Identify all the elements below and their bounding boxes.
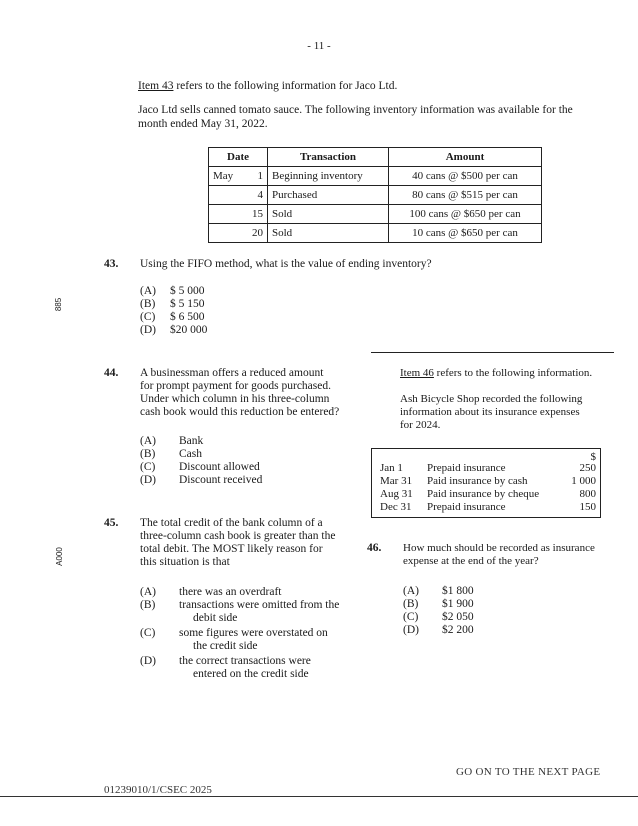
- option-letter: (D): [140, 655, 156, 667]
- row-date: Dec 31: [380, 501, 412, 513]
- row-date: Aug 31: [380, 488, 413, 500]
- row-description: Paid insurance by cash: [427, 475, 528, 487]
- q45-option-c-continued: the credit side: [193, 640, 258, 652]
- option-text: $1 800: [442, 585, 474, 597]
- item-46-intro-line-1: Ash Bicycle Shop recorded the following: [400, 393, 583, 405]
- row-day: 1: [242, 167, 267, 186]
- question-43-number: 43.: [104, 258, 119, 270]
- q45-option-a[interactable]: [140, 586, 282, 599]
- table-row: [209, 224, 542, 243]
- option-letter: (B): [140, 599, 156, 611]
- q43-option-b[interactable]: [140, 298, 205, 311]
- option-letter: (A): [140, 435, 156, 447]
- item-43-reference: [138, 80, 397, 93]
- q43-option-c[interactable]: [140, 311, 205, 324]
- table-row: [372, 475, 600, 488]
- question-43-text: Using the FIFO method, what is the value of ending inventory?: [140, 258, 432, 270]
- margin-code-top: 885: [54, 297, 64, 312]
- q45-option-d-continued: entered on the credit side: [193, 668, 309, 680]
- row-description: Paid insurance by cheque: [427, 488, 540, 500]
- option-letter: (D): [140, 474, 156, 486]
- row-amount: 10 cans @ $650 per can: [389, 224, 542, 243]
- q44-option-d[interactable]: [140, 474, 262, 487]
- option-text: $1 900: [442, 598, 474, 610]
- currency-symbol: $: [590, 451, 596, 463]
- table-row: [209, 167, 542, 186]
- option-text: $ 5 000: [170, 285, 205, 297]
- row-month: [209, 224, 243, 243]
- row-month: [209, 205, 243, 224]
- footer-rule: [0, 796, 638, 797]
- table-row: [209, 205, 542, 224]
- option-letter: (C): [140, 461, 156, 473]
- option-text: the correct transactions were: [179, 655, 311, 667]
- next-page-notice: GO ON TO THE NEXT PAGE: [456, 766, 601, 778]
- row-value: 250: [579, 462, 596, 474]
- question-44-line-2: for prompt payment for goods purchased.: [140, 380, 331, 392]
- question-46-number: 46.: [367, 542, 382, 554]
- question-45-line-3: total debit. The MOST likely reason for: [140, 543, 323, 555]
- option-letter: (A): [140, 285, 156, 297]
- question-45-number: 45.: [104, 517, 119, 529]
- q44-option-a[interactable]: [140, 435, 203, 448]
- item-46-intro-line-2: information about its insurance expenses: [400, 406, 580, 418]
- q45-option-c[interactable]: [140, 627, 328, 640]
- row-transaction: Purchased: [268, 186, 389, 205]
- row-amount: 100 cans @ $650 per can: [389, 205, 542, 224]
- row-value: 800: [579, 488, 596, 500]
- option-letter: (C): [140, 311, 156, 323]
- table-row: [372, 462, 600, 475]
- option-text: Discount allowed: [179, 461, 260, 473]
- q45-option-d[interactable]: [140, 655, 311, 668]
- q43-option-a[interactable]: [140, 285, 205, 298]
- question-46-line-1: How much should be recorded as insurance: [403, 542, 595, 554]
- header-amount: Amount: [389, 148, 542, 167]
- option-text: transactions were omitted from the: [179, 599, 340, 611]
- row-value: 150: [579, 501, 596, 513]
- q46-option-c[interactable]: [403, 611, 474, 624]
- question-46-line-2: expense at the end of the year?: [403, 555, 539, 567]
- q46-option-b[interactable]: [403, 598, 474, 611]
- inventory-table-header: [209, 148, 542, 167]
- page-number: - 11 -: [307, 40, 331, 52]
- row-day: 15: [242, 205, 267, 224]
- row-amount: 40 cans @ $500 per can: [389, 167, 542, 186]
- table-row: [372, 488, 600, 501]
- q44-option-c[interactable]: [140, 461, 260, 474]
- section-divider: [371, 352, 614, 353]
- item-46-reference: [400, 367, 592, 380]
- q45-option-b-continued: debit side: [193, 612, 238, 624]
- option-text: Cash: [179, 448, 202, 460]
- item-46-label: Item 46: [400, 367, 434, 379]
- q46-option-d[interactable]: [403, 624, 474, 637]
- q43-option-d[interactable]: [140, 324, 207, 337]
- header-date: Date: [209, 148, 268, 167]
- q46-option-a[interactable]: [403, 585, 474, 598]
- option-letter: (B): [403, 598, 419, 610]
- row-transaction: Beginning inventory: [268, 167, 389, 186]
- option-text: $2 200: [442, 624, 474, 636]
- option-letter: (D): [140, 324, 156, 336]
- question-45-line-4: this situation is that: [140, 556, 230, 568]
- option-letter: (A): [403, 585, 419, 597]
- row-month: [209, 186, 243, 205]
- item-46-reference-text: refers to the following information.: [436, 367, 593, 379]
- option-text: $2 050: [442, 611, 474, 623]
- option-letter: (B): [140, 298, 156, 310]
- row-month: May: [209, 167, 243, 186]
- option-letter: (D): [403, 624, 419, 636]
- item-43-reference-text: refers to the following information for Jaco Ltd.: [176, 80, 398, 92]
- row-description: Prepaid insurance: [427, 462, 506, 474]
- item-46-intro-line-3: for 2024.: [400, 419, 441, 431]
- option-letter: (C): [140, 627, 156, 639]
- insurance-table: [371, 448, 601, 518]
- inventory-table: [208, 147, 542, 243]
- question-45-line-1: The total credit of the bank column of a: [140, 517, 323, 529]
- row-amount: 80 cans @ $515 per can: [389, 186, 542, 205]
- row-day: 20: [242, 224, 267, 243]
- header-transaction: Transaction: [268, 148, 389, 167]
- row-transaction: Sold: [268, 205, 389, 224]
- option-text: some figures were overstated on: [179, 627, 328, 639]
- option-letter: (C): [403, 611, 419, 623]
- intro-line-1: Jaco Ltd sells canned tomato sauce. The following inventory information was available for the: [138, 104, 573, 116]
- option-text: there was an overdraft: [179, 586, 282, 598]
- row-value: 1 000: [571, 475, 596, 487]
- margin-code-bottom: A000: [54, 547, 64, 566]
- row-description: Prepaid insurance: [427, 501, 506, 513]
- q45-option-b[interactable]: [140, 599, 339, 612]
- item-43-label: Item 43: [138, 80, 174, 92]
- row-date: Mar 31: [380, 475, 413, 487]
- option-text: $ 6 500: [170, 311, 205, 323]
- intro-line-2: month ended May 31, 2022.: [138, 118, 268, 130]
- option-text: $20 000: [170, 324, 208, 336]
- question-44-line-4: cash book would this reduction be entered?: [140, 406, 340, 418]
- option-letter: (B): [140, 448, 156, 460]
- question-44-line-3: Under which column in his three-column: [140, 393, 330, 405]
- exam-code: 01239010/1/CSEC 2025: [104, 784, 212, 796]
- option-text: $ 5 150: [170, 298, 205, 310]
- option-text: Bank: [179, 435, 204, 447]
- option-letter: (A): [140, 586, 156, 598]
- question-44-number: 44.: [104, 367, 119, 379]
- q44-option-b[interactable]: [140, 448, 202, 461]
- table-row: [372, 501, 600, 514]
- table-row: [209, 186, 542, 205]
- row-transaction: Sold: [268, 224, 389, 243]
- option-text: Discount received: [179, 474, 263, 486]
- row-day: 4: [242, 186, 267, 205]
- row-date: Jan 1: [380, 462, 403, 474]
- question-45-line-2: three-column cash book is greater than the: [140, 530, 336, 542]
- question-44-line-1: A businessman offers a reduced amount: [140, 367, 324, 379]
